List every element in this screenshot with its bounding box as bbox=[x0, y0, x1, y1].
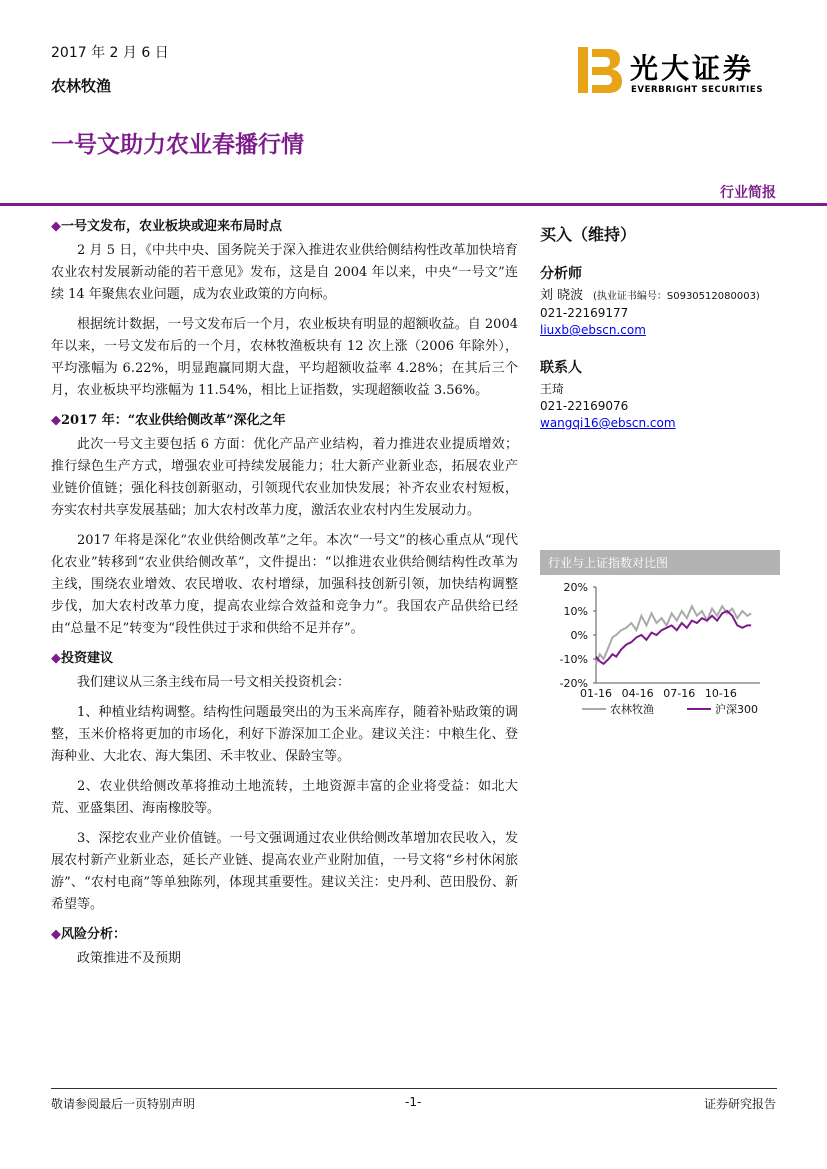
analyst-cert: (执业证书编号：S0930512080003) bbox=[592, 291, 760, 302]
y-tick-label: -10% bbox=[559, 653, 588, 666]
y-tick-label: 20% bbox=[563, 581, 588, 594]
paragraph: 1、种植业结构调整。结构性问题最突出的为玉米高库存，随着补贴政策的调整，玉米价格将更加的市场化，利好下游深加工企业。建议关注：中粮生化、登海种业、大北农、海大集团、禾丰牧业、保龄宝等。 bbox=[51, 705, 518, 764]
contact-email-link[interactable]: wangqi16@ebscn.com bbox=[540, 416, 676, 430]
contact-heading: 联系人 bbox=[540, 360, 582, 376]
analyst-line bbox=[540, 287, 780, 305]
section-heading-text: 2017 年：“农业供给侧改革”深化之年 bbox=[61, 413, 286, 428]
page-title: 一号文助力农业春播行情 bbox=[51, 132, 304, 158]
section-heading bbox=[51, 924, 518, 946]
series-line-agri bbox=[596, 606, 751, 664]
paragraph: 政策推进不及预期 bbox=[77, 951, 182, 966]
footer-disclaimer: 敬请参阅最后一页特别声明 bbox=[51, 1097, 196, 1111]
analyst-name: 刘 晓波 bbox=[540, 288, 584, 303]
paragraph: 我们建议从三条主线布局一号文相关投资机会： bbox=[77, 675, 351, 690]
diamond-bullet-icon: ◆ bbox=[51, 927, 61, 942]
section-heading-text: 投资建议 bbox=[61, 651, 114, 666]
paragraph: 2、农业供给侧改革将推动土地流转，土地资源丰富的企业将受益：如北大荒、亚盛集团、海南橡胶等。 bbox=[51, 779, 518, 816]
logo-english-text: EVERBRIGHT SECURITIES bbox=[631, 85, 764, 95]
diamond-bullet-icon: ◆ bbox=[51, 413, 61, 428]
main-content bbox=[51, 212, 518, 978]
paragraph: 此次一号文主要包括 6 方面：优化产品产业结构，着力推进农业提质增效；推行绿色生产方式，增强农业可持续发展能力；壮大新产业新业态，拓展农业产业链价值链；强化科技创新驱动，引领现代农业加快发展；补齐农业农村短板，夯实农村共享发展基础；加大农村改革力度，激活农业农村内生发展动力。 bbox=[51, 437, 518, 518]
contact-name: 王琦 bbox=[540, 382, 565, 396]
logo-mark-icon bbox=[578, 47, 622, 93]
legend-label: 沪深300 bbox=[715, 703, 758, 716]
paragraph: 3、深挖农业产业价值链。一号文强调通过农业供给侧改革增加农民收入，发展农村新产业新业态，延长产业链、提高农业产业附加值，一号文将“乡村休闲旅游”、“农村电商”等单独陈列，体现其重要性。建议关注：史丹利、芭田股份、新希望等。 bbox=[51, 831, 518, 912]
rating: 买入（维持） bbox=[540, 225, 637, 244]
logo-chinese-text: 光大证券 bbox=[630, 52, 755, 85]
everbright-logo bbox=[578, 47, 778, 97]
paragraph: 2017 年将是深化“农业供给侧改革”之年。本次“一号文”的核心重点从“现代化农业”转移到“农业供给侧改革”，文件提出：“以推进农业供给侧结构性改革为主线，围绕农业增效、农民增收、农村增绿，加强科技创新引领，加快结构调整步伐，加大农村改革力度，提高农业综合效益和竞争力”。我国农产品供给已经由“总量不足”转变为“段性供过于求和供给不足并存”。 bbox=[51, 533, 518, 636]
report-type: 行业简报 bbox=[720, 185, 776, 201]
section-heading bbox=[51, 648, 518, 670]
chart-title: 行业与上证指数对比图 bbox=[540, 550, 780, 575]
section-heading-text: 一号文发布，农业板块或迎来布局时点 bbox=[61, 219, 283, 234]
section-heading bbox=[51, 410, 518, 432]
footer-report-label: 证券研究报告 bbox=[703, 1097, 776, 1111]
x-tick-label: 01-16 bbox=[580, 687, 612, 700]
analyst-heading: 分析师 bbox=[540, 266, 582, 282]
x-tick-label: 07-16 bbox=[663, 687, 696, 700]
chart-canvas bbox=[540, 575, 780, 750]
section-heading bbox=[51, 216, 518, 238]
x-tick-label: 04-16 bbox=[621, 687, 654, 700]
diamond-bullet-icon: ◆ bbox=[51, 651, 61, 666]
sector-label: 农林牧渔 bbox=[51, 77, 112, 95]
y-tick-label: 10% bbox=[563, 605, 588, 618]
comparison-chart bbox=[540, 550, 780, 754]
page-number: -1- bbox=[405, 1095, 422, 1109]
series-line-hs300 bbox=[596, 611, 751, 664]
paragraph: 2 月 5 日，《中共中央、国务院关于深入推进农业供给侧结构性改革加快培育农业农村发展新动能的若干意见》发布，这是自 2004 年以来，中央“一号文”连续 14 年聚焦农业问题，成为农业政策的方向标。 bbox=[51, 243, 518, 302]
report-date: 2017 年 2 月 6 日 bbox=[51, 45, 169, 61]
header-divider bbox=[0, 203, 827, 206]
diamond-bullet-icon: ◆ bbox=[51, 219, 61, 234]
analyst-email-link[interactable]: liuxb@ebscn.com bbox=[540, 323, 646, 337]
x-tick-label: 10-16 bbox=[704, 687, 737, 700]
section-heading-text: 风险分析： bbox=[61, 927, 127, 942]
y-tick-label: -20% bbox=[559, 677, 588, 690]
contact-phone: 021-22169076 bbox=[540, 399, 629, 413]
legend-label: 农林牧渔 bbox=[610, 703, 654, 716]
sidebar bbox=[540, 222, 780, 432]
y-tick-label: 0% bbox=[570, 629, 588, 642]
footer-divider bbox=[51, 1088, 777, 1089]
analyst-phone: 021-22169177 bbox=[540, 306, 629, 320]
paragraph: 根据统计数据，一号文发布后一个月，农业板块有明显的超额收益。自 2004 年以来，一号文发布后的一个月，农林牧渔板块有 12 次上涨（2006 年除外），平均涨幅为 6.22%，明显跑赢同期大盘，平均超额收益率 4.28%；在其后三个月，农业板块平均涨幅为 11.54%，相比上证指数，实现超额收益 3.56%。 bbox=[51, 317, 518, 398]
